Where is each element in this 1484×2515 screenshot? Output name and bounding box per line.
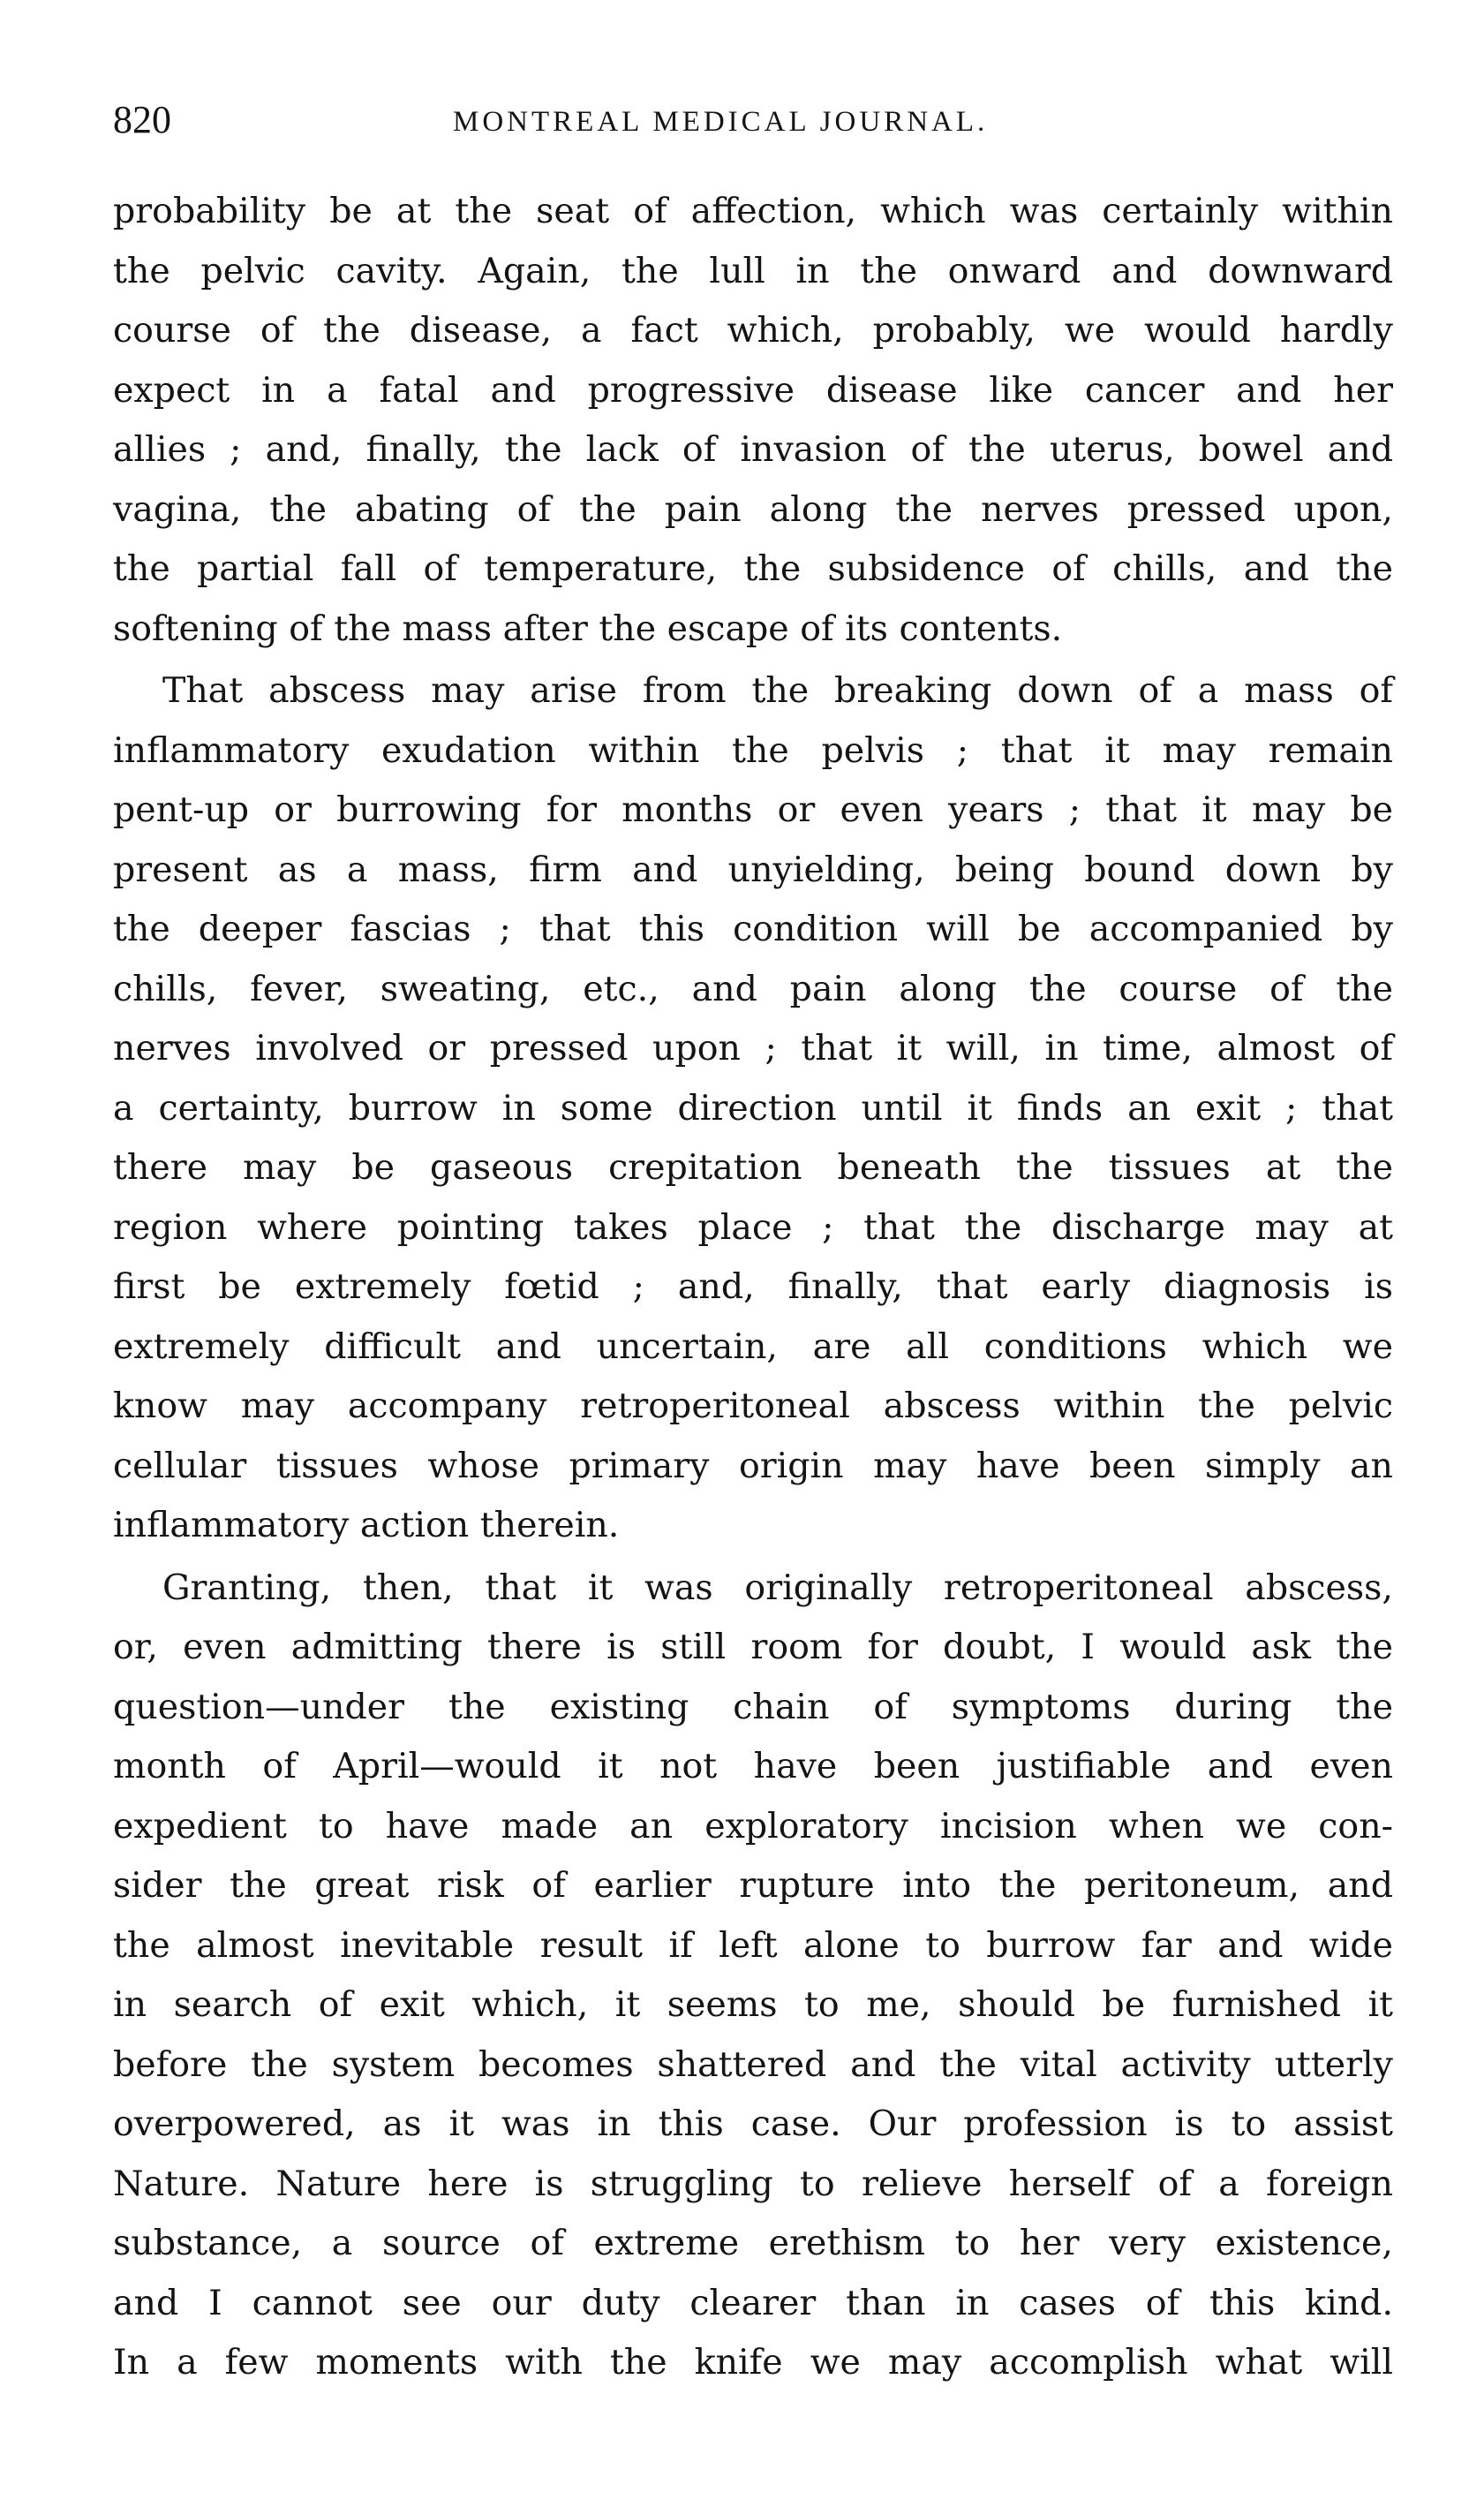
body-text [113,182,1393,2396]
text-line: a certainty, burrow in some direction until it finds an exit ; that [113,1087,1393,1129]
text-line: In a few moments with the knife we may accomplish what will [113,2342,1393,2383]
running-head [113,94,1384,147]
page-number: 820 [113,98,171,141]
text-line: before the system becomes shattered and the vital activity utterly [113,2043,1393,2085]
text-line: present as a mass, firm and unyielding, being bound down by [113,849,1393,890]
text-line: the partial fall of temperature, the subsidence of chills, and the [113,548,1393,589]
journal-title: MONTREAL MEDICAL JOURNAL. [453,106,989,138]
text-line: That abscess may arise from the breaking down of a mass of [162,670,1393,711]
text-line: inflammatory action therein. [113,1505,620,1545]
text-line: inflammatory exudation within the pelvis ; that it may remain [113,729,1393,771]
text-line: region where pointing takes place ; that the discharge may at [113,1206,1393,1248]
text-line: there may be gaseous crepitation beneath the tissues at the [113,1147,1393,1188]
text-line: expedient to have made an exploratory incision when we con- [113,1805,1393,1847]
text-line: the pelvic cavity. Again, the lull in the onward and downward [113,250,1393,291]
text-line: nerves involved or pressed upon ; that it will, in time, almost of [113,1028,1393,1069]
text-line: or, even admitting there is still room for doubt, I would ask the [113,1627,1393,1667]
text-line: in search of exit which, it seems to me, should be furnished it [113,1984,1393,2025]
text-line: question—under the existing chain of symptoms during the [113,1686,1393,1727]
text-line: vagina, the abating of the pain along the nerves pressed upon, [113,488,1393,530]
text-line: and I cannot see our duty clearer than in cases of this kind. [113,2282,1393,2323]
text-line: pent-up or burrowing for months or even years ; that it may be [113,789,1393,830]
text-line: probability be at the seat of affection, which was certainly within [113,191,1393,231]
paragraph-2 [113,661,1393,1556]
text-line: sider the great risk of earlier rupture into the peritoneum, and [113,1865,1393,1906]
text-line: substance, a source of extreme erethism to her very existence, [113,2223,1393,2263]
text-line: Nature. Nature here is struggling to relieve herself of a foreign [113,2163,1393,2204]
paragraph-3 [113,1559,1393,2393]
text-line: the deeper fascias ; that this condition will be accompanied by [113,909,1393,949]
text-line: allies ; and, finally, the lack of invasion of the uterus, bowel and [113,429,1393,470]
text-line: cellular tissues whose primary origin may have been simply an [113,1445,1393,1486]
text-line: softening of the mass after the escape of its contents. [113,608,1063,649]
text-line: the almost inevitable result if left alone to burrow far and wide [113,1924,1393,1966]
paragraph-1 [113,182,1393,659]
text-line: Granting, then, that it was originally retroperitoneal abscess, [162,1567,1393,1608]
text-line: month of April—would it not have been justifiable and even [113,1746,1393,1786]
text-line: chills, fever, sweating, etc., and pain along the course of the [113,968,1393,1009]
text-line: overpowered, as it was in this case. Our profession is to assist [113,2103,1393,2144]
text-line: course of the disease, a fact which, probably, we would hardly [113,310,1393,351]
text-line: extremely difficult and uncertain, are all conditions which we [113,1325,1393,1367]
text-line: first be extremely fœtid ; and, finally, that early diagnosis is [113,1266,1393,1307]
text-line: know may accompany retroperitoneal abscess within the pelvic [113,1386,1393,1426]
text-line: expect in a fatal and progressive disease like cancer and her [113,369,1393,411]
